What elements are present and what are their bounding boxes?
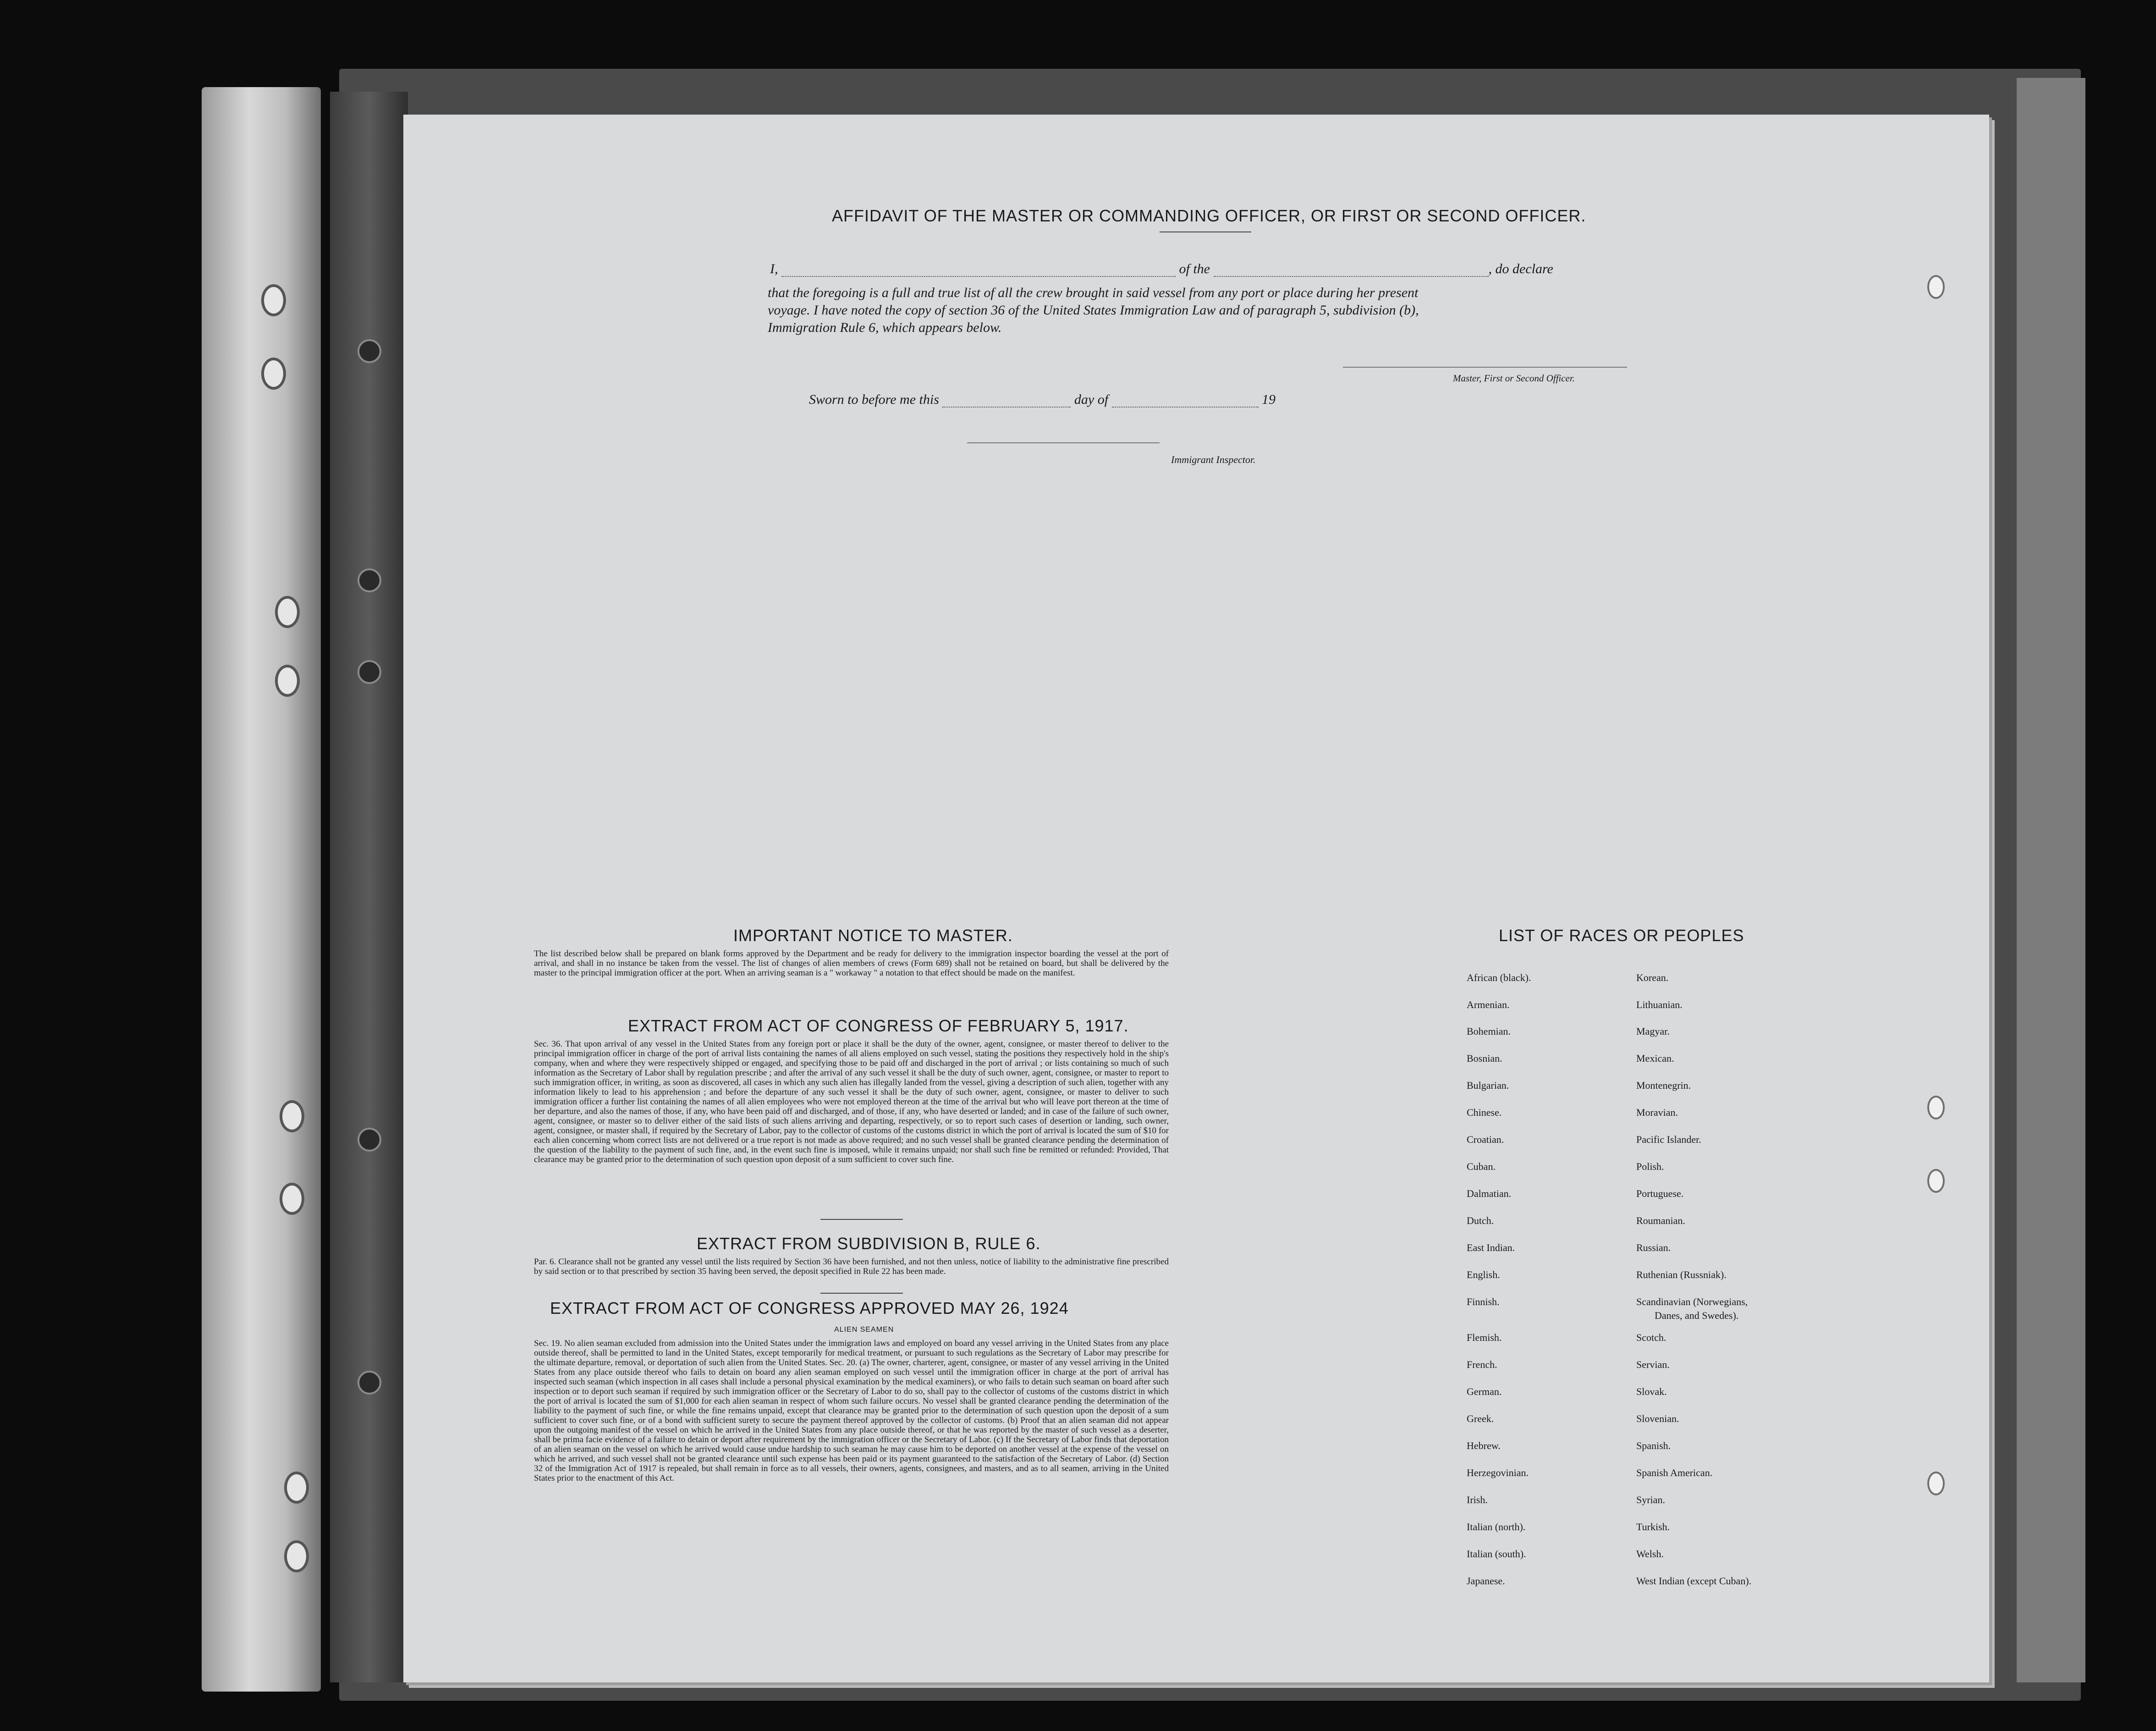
race-item: Scandinavian (Norwegians, [1636,1296,1748,1307]
race-item: Spanish American. [1636,1467,1713,1478]
race-item: Spanish. [1636,1440,1671,1451]
race-item: Scotch. [1636,1332,1666,1343]
binder-hole [275,596,300,628]
race-item: Magyar. [1636,1025,1670,1037]
binder-hole [280,1183,304,1215]
affidavit-declare: , do declare [1488,261,1553,276]
binder-hole [358,1128,381,1152]
punch-hole [1927,275,1945,299]
year-text: 19 [1262,392,1276,407]
race-item: Irish. [1467,1494,1488,1505]
extract-1917-title: EXTRACT FROM ACT OF CONGRESS OF FEBRUARY 5, 1917. [628,1016,1129,1035]
races-title: LIST OF RACES OR PEOPLES [1499,926,1744,945]
race-item: Mexican. [1636,1053,1674,1064]
race-item: Finnish. [1467,1296,1500,1307]
extract-rule6-title: EXTRACT FROM SUBDIVISION B, RULE 6. [697,1234,1041,1253]
binder-hole [280,1100,304,1132]
section-divider [820,1219,903,1220]
race-item: Welsh. [1636,1548,1664,1560]
race-item: Dutch. [1467,1215,1494,1226]
race-item: Chinese. [1467,1107,1502,1118]
race-item: Russian. [1636,1242,1671,1253]
binder-hole [284,1540,309,1572]
punch-hole [1927,1472,1945,1495]
affidavit-para-3: Immigration Rule 6, which appears below. [768,320,1002,335]
day-blank[interactable] [942,393,1071,408]
affidavit-i: I, [770,261,778,276]
inspector-label: Immigrant Inspector. [1171,454,1256,465]
race-item: Roumanian. [1636,1215,1685,1226]
race-item: Turkish. [1636,1521,1670,1533]
race-item: German. [1467,1386,1502,1397]
month-blank[interactable] [1112,393,1259,408]
binder-hole [261,358,286,390]
race-item: Croatian. [1467,1134,1504,1145]
race-item: West Indian (except Cuban). [1636,1575,1752,1587]
race-item: Pacific Islander. [1636,1134,1701,1145]
extract-1924-text: Sec. 19. No alien seaman excluded from admission into the United States under the immigration laws and employed on board any vessel arriving in the United States from any place outside thereof, shall be permitted to land in the United States, except temporarily for medical treatment, or pursuant to such regulations as the Secretary of Labor may prescribe for the ultimate departure, removal, or deportation of such alien from the United States. Sec. 20. (a) The owner, charterer, agent, consignee, or master of any vessel arriving in the United States from any place outside thereof who fails to detain on board any alien seaman employed on such vessel until the immigration officer in charge at the port of arrival has inspected such seaman (which inspection in all cases shall include a personal physical examination by the medical examiners), or who fails to detain such seaman on board after such inspection or to deport such seaman if required by such immigration officer or the Secretary of Labor to do so, shall pay to the collector of customs of the customs district in which the port of arrival is located the sum of $1,000 for each alien seaman in respect of whom such failure occurs. No vessel shall be granted clearance pending the determination of the liability to the payment of such fine, or while the fine remains unpaid, except that clearance may be granted prior to the determination of such question upon the deposit of a sum sufficient to cover such fine, or of a bond with sufficient surety to secure the payment thereof approved by the collector of customs. (b) Proof that an alien seaman did not appear upon the outgoing manifest of the vessel on which he arrived in the United States from any place outside thereof, or that he was reported by the master of such vessel as a deserter, shall be prima facie evidence of a failure to detain or deport after requirement by the immigration officer or the Secretary of Labor. (c) If the Secretary of Labor finds that deportation of an alien seaman on the vessel on which he arrived would cause undue hardship to such seaman he may cause him to be deported on another vessel at the expense of the vessel on which he arrived, and such vessel shall not be granted clearance until such expense has been paid or its payment guaranteed to the satisfaction of the Secretary of Labor. (d) Section 32 of the Immigration Act of 1917 is repealed, but shall remain in force as to all vessels, their owners, agents, consignees, and masters, and as to all seamen, arriving in the United States prior to the enactment of this Act. [534,1339,1169,1483]
race-item: Montenegrin. [1636,1080,1691,1091]
race-item: Lithuanian. [1636,999,1683,1010]
race-item: Armenian. [1467,999,1510,1010]
binder-hole [358,568,381,592]
binder-hole [358,1371,381,1395]
race-item: East Indian. [1467,1242,1515,1253]
race-item: Slovenian. [1636,1413,1679,1424]
section-divider [820,1293,903,1294]
race-item: Bulgarian. [1467,1080,1509,1091]
extract-1924-subtitle: ALIEN SEAMEN [834,1326,894,1334]
race-item: Japanese. [1467,1575,1505,1587]
punch-hole [1927,1169,1945,1193]
race-item: Polish. [1636,1161,1664,1172]
race-item: African (black). [1467,972,1531,983]
binder-hole [358,660,381,684]
inspector-signature-line[interactable] [967,442,1160,443]
race-item: Hebrew. [1467,1440,1501,1451]
race-item: Servian. [1636,1359,1670,1370]
race-item: English. [1467,1269,1500,1280]
race-item: Dalmatian. [1467,1188,1512,1199]
race-item: Herzegovinian. [1467,1467,1529,1478]
notice-title: IMPORTANT NOTICE TO MASTER. [733,926,1013,945]
race-item: Italian (south). [1467,1548,1526,1560]
name-blank[interactable] [781,262,1176,277]
race-item: Syrian. [1636,1494,1665,1505]
extract-rule6-text: Par. 6. Clearance shall not be granted any vessel until the lists required by Section 36 have been furnished, and not then unless, notice of liability to the administrative fine prescribed by said section or to that prescribed by section 35 having been served, the deposit specified in Rule 22 has been made. [534,1257,1169,1276]
master-label: Master, First or Second Officer. [1453,373,1575,384]
affidavit-title: AFFIDAVIT OF THE MASTER OR COMMANDING OFFICER, OR FIRST OR SECOND OFFICER. [832,206,1586,225]
notice-text: The list described below shall be prepared on blank forms approved by the Department and be ready for delivery to the immigration inspector boarding the vessel at the port of arrival, and shall in no instance be taken from the vessel. The list of changes of alien members of crews (Form 689) shall not be retained on board, but shall be delivered by the master to the principal immigration officer at the port. When an arriving seaman is a " workaway " a notation to that effect should be made on the manifest. [534,949,1169,978]
race-item: Bosnian. [1467,1053,1502,1064]
binder-hole [261,284,286,316]
race-item: Korean. [1636,972,1669,983]
affidavit-of-the: of the [1179,261,1210,276]
binder-hole [358,339,381,363]
punch-hole [1927,1096,1945,1119]
binder-hole [275,665,300,697]
binder-hole [284,1472,309,1504]
binder-strip [330,92,408,1682]
race-item: Italian (north). [1467,1521,1526,1533]
extract-1924-title: EXTRACT FROM ACT OF CONGRESS APPROVED MAY 26, 1924 [550,1299,1069,1318]
race-item: Bohemian. [1467,1025,1511,1037]
affidavit-para-1: that the foregoing is a full and true list of all the crew brought in said vessel from any port or place during her present [768,285,1419,300]
race-item: Moravian. [1636,1107,1678,1118]
underlying-page-edge [2017,78,2085,1682]
vessel-blank[interactable] [1214,262,1489,277]
affidavit-declaration-line [770,261,1553,277]
manifest-sheet [403,115,1989,1682]
race-item: Greek. [1467,1413,1494,1424]
race-item: Cuban. [1467,1161,1496,1172]
race-item: French. [1467,1359,1497,1370]
race-item: Slovak. [1636,1386,1667,1397]
affidavit-para-2: voyage. I have noted the copy of section 36 of the United States Immigration Law and of paragraph 5, subdivision (b), [768,303,1419,318]
extract-1917-text: Sec. 36. That upon arrival of any vessel in the United States from any foreign port or place it shall be the duty of the owner, agent, consignee, or master thereof to deliver to the principal immigration officer in charge of the port of arrival lists containing the names of all aliens employed on such vessel, stating the positions they respectively hold in the ship's company, when and where they were respectively shipped or engaged, and specifying those to be paid off and discharged in the port of arrival ; or lists containing so much of such information as the Secretary of Labor shall by regulation prescribe ; and after the arrival of any such vessel it shall be the duty of such owner, agent, consignee, or master to report to such immigration officer, in writing, as soon as discovered, all cases in which any such alien has illegally landed from the vessel, giving a description of such alien, together with any information likely to lead to his apprehension ; and before the departure of any such vessel it shall be the duty of such owner, agent, consignee, or master to deliver to such immigration officer a further list containing the names of all alien employees who were not employed thereon at the time of the arrival but who will leave port thereon at the time of her departure, and also the names of those, if any, who have been paid off and discharged, and of those, if any, who have deserted or landed; and in case of the failure of such owner, agent, consignee, or master so to deliver either of the said lists of such aliens arriving and departing, respectively, or so to report such cases of desertion or landing, such owner, agent, consignee, or master shall, if required by the Secretary of Labor, pay to the collector of customs of the customs district in which the port of arrival is located the sum of $10 for each alien concerning whom correct lists are not delivered or a true report is not made as above required; and no such vessel shall be granted clearance pending the determination of the question of the liability to the payment of such fine, and, in the event such fine is imposed, while it remains unpaid; nor shall such fine be remitted or refunded: Provided, That clearance may be granted prior to the determination of such question upon deposit of a sum sufficient to cover such fine. [534,1039,1169,1164]
race-item: Portuguese. [1636,1188,1684,1199]
race-item: Danes, and Swedes). [1655,1310,1739,1321]
master-signature-line[interactable] [1343,367,1627,368]
race-item: Flemish. [1467,1332,1502,1343]
day-of-text: day of [1074,392,1109,407]
sworn-text: Sworn to before me this [809,392,939,407]
binder-spine [202,87,321,1692]
race-item: Ruthenian (Russniak). [1636,1269,1727,1280]
sworn-line [809,392,1276,408]
